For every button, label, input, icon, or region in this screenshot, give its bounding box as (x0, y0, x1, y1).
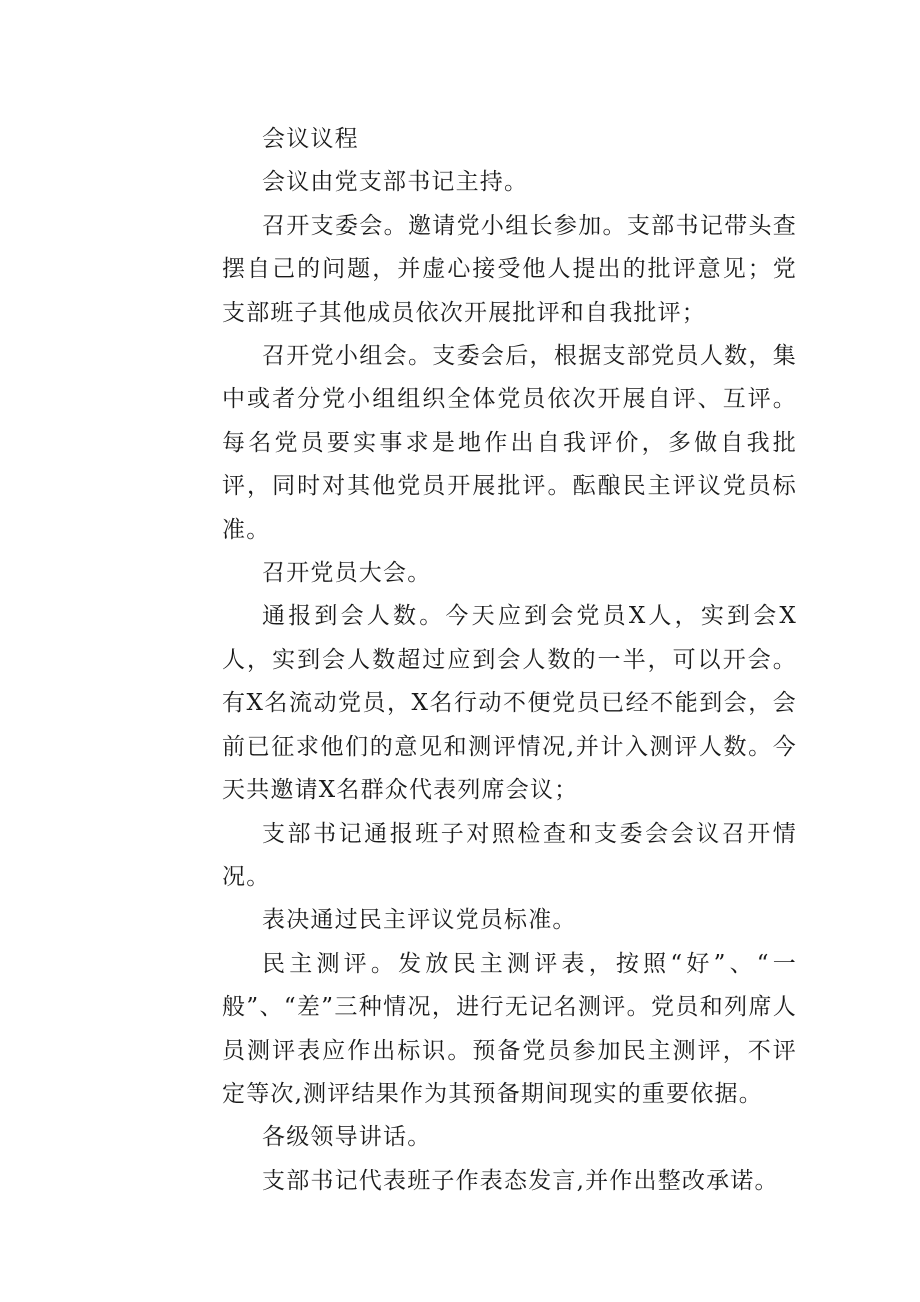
paragraph-commitment: 支部书记代表班子作表态发言,并作出整改承诺。 (262, 1167, 779, 1194)
paragraph-vote: 表决通过民主评议党员标准。 (262, 907, 577, 934)
paragraph-member-assembly: 召开党员大会。 (262, 560, 432, 587)
paragraph-attendance: 通报到会人数。今天应到会党员X人，实到会X人，实到会人数超过应到会人数的一半，可以开会。有X名流动党员，X名行动不便党员已经不能到会，会前已征求他们的意见和测评情况,并计入测评人数。今天共邀请X名群众代表列席会议； (222, 603, 797, 804)
paragraph-host: 会议由党支部书记主持。 (262, 169, 529, 196)
paragraph-report: 支部书记通报班子对照检查和支委会会议召开情况。 (222, 820, 797, 890)
paragraph-evaluation: 民主测评。发放民主测评表，按照“好”、“一般”、“差”三种情况，进行无记名测评。党员和列席人员测评表应作出标识。预备党员参加民主测评，不评定等次,测评结果作为其预备期间现实的重要依据。 (222, 950, 797, 1107)
paragraph-branch-committee: 召开支委会。邀请党小组长参加。支部书记带头查摆自己的问题，并虚心接受他人提出的批评意见；党支部班子其他成员依次开展批评和自我批评； (222, 212, 797, 326)
document-body (222, 118, 797, 1203)
paragraph-leader-speech: 各级领导讲话。 (262, 1124, 432, 1151)
agenda-title: 会议议程 (262, 126, 359, 152)
paragraph-party-group: 召开党小组会。支委会后，根据支部党员人数，集中或者分党小组组织全体党员依次开展自评、互评。每名党员要实事求是地作出自我评价，多做自我批评，同时对其他党员开展批评。酝酿民主评议党员标准。 (222, 343, 797, 543)
